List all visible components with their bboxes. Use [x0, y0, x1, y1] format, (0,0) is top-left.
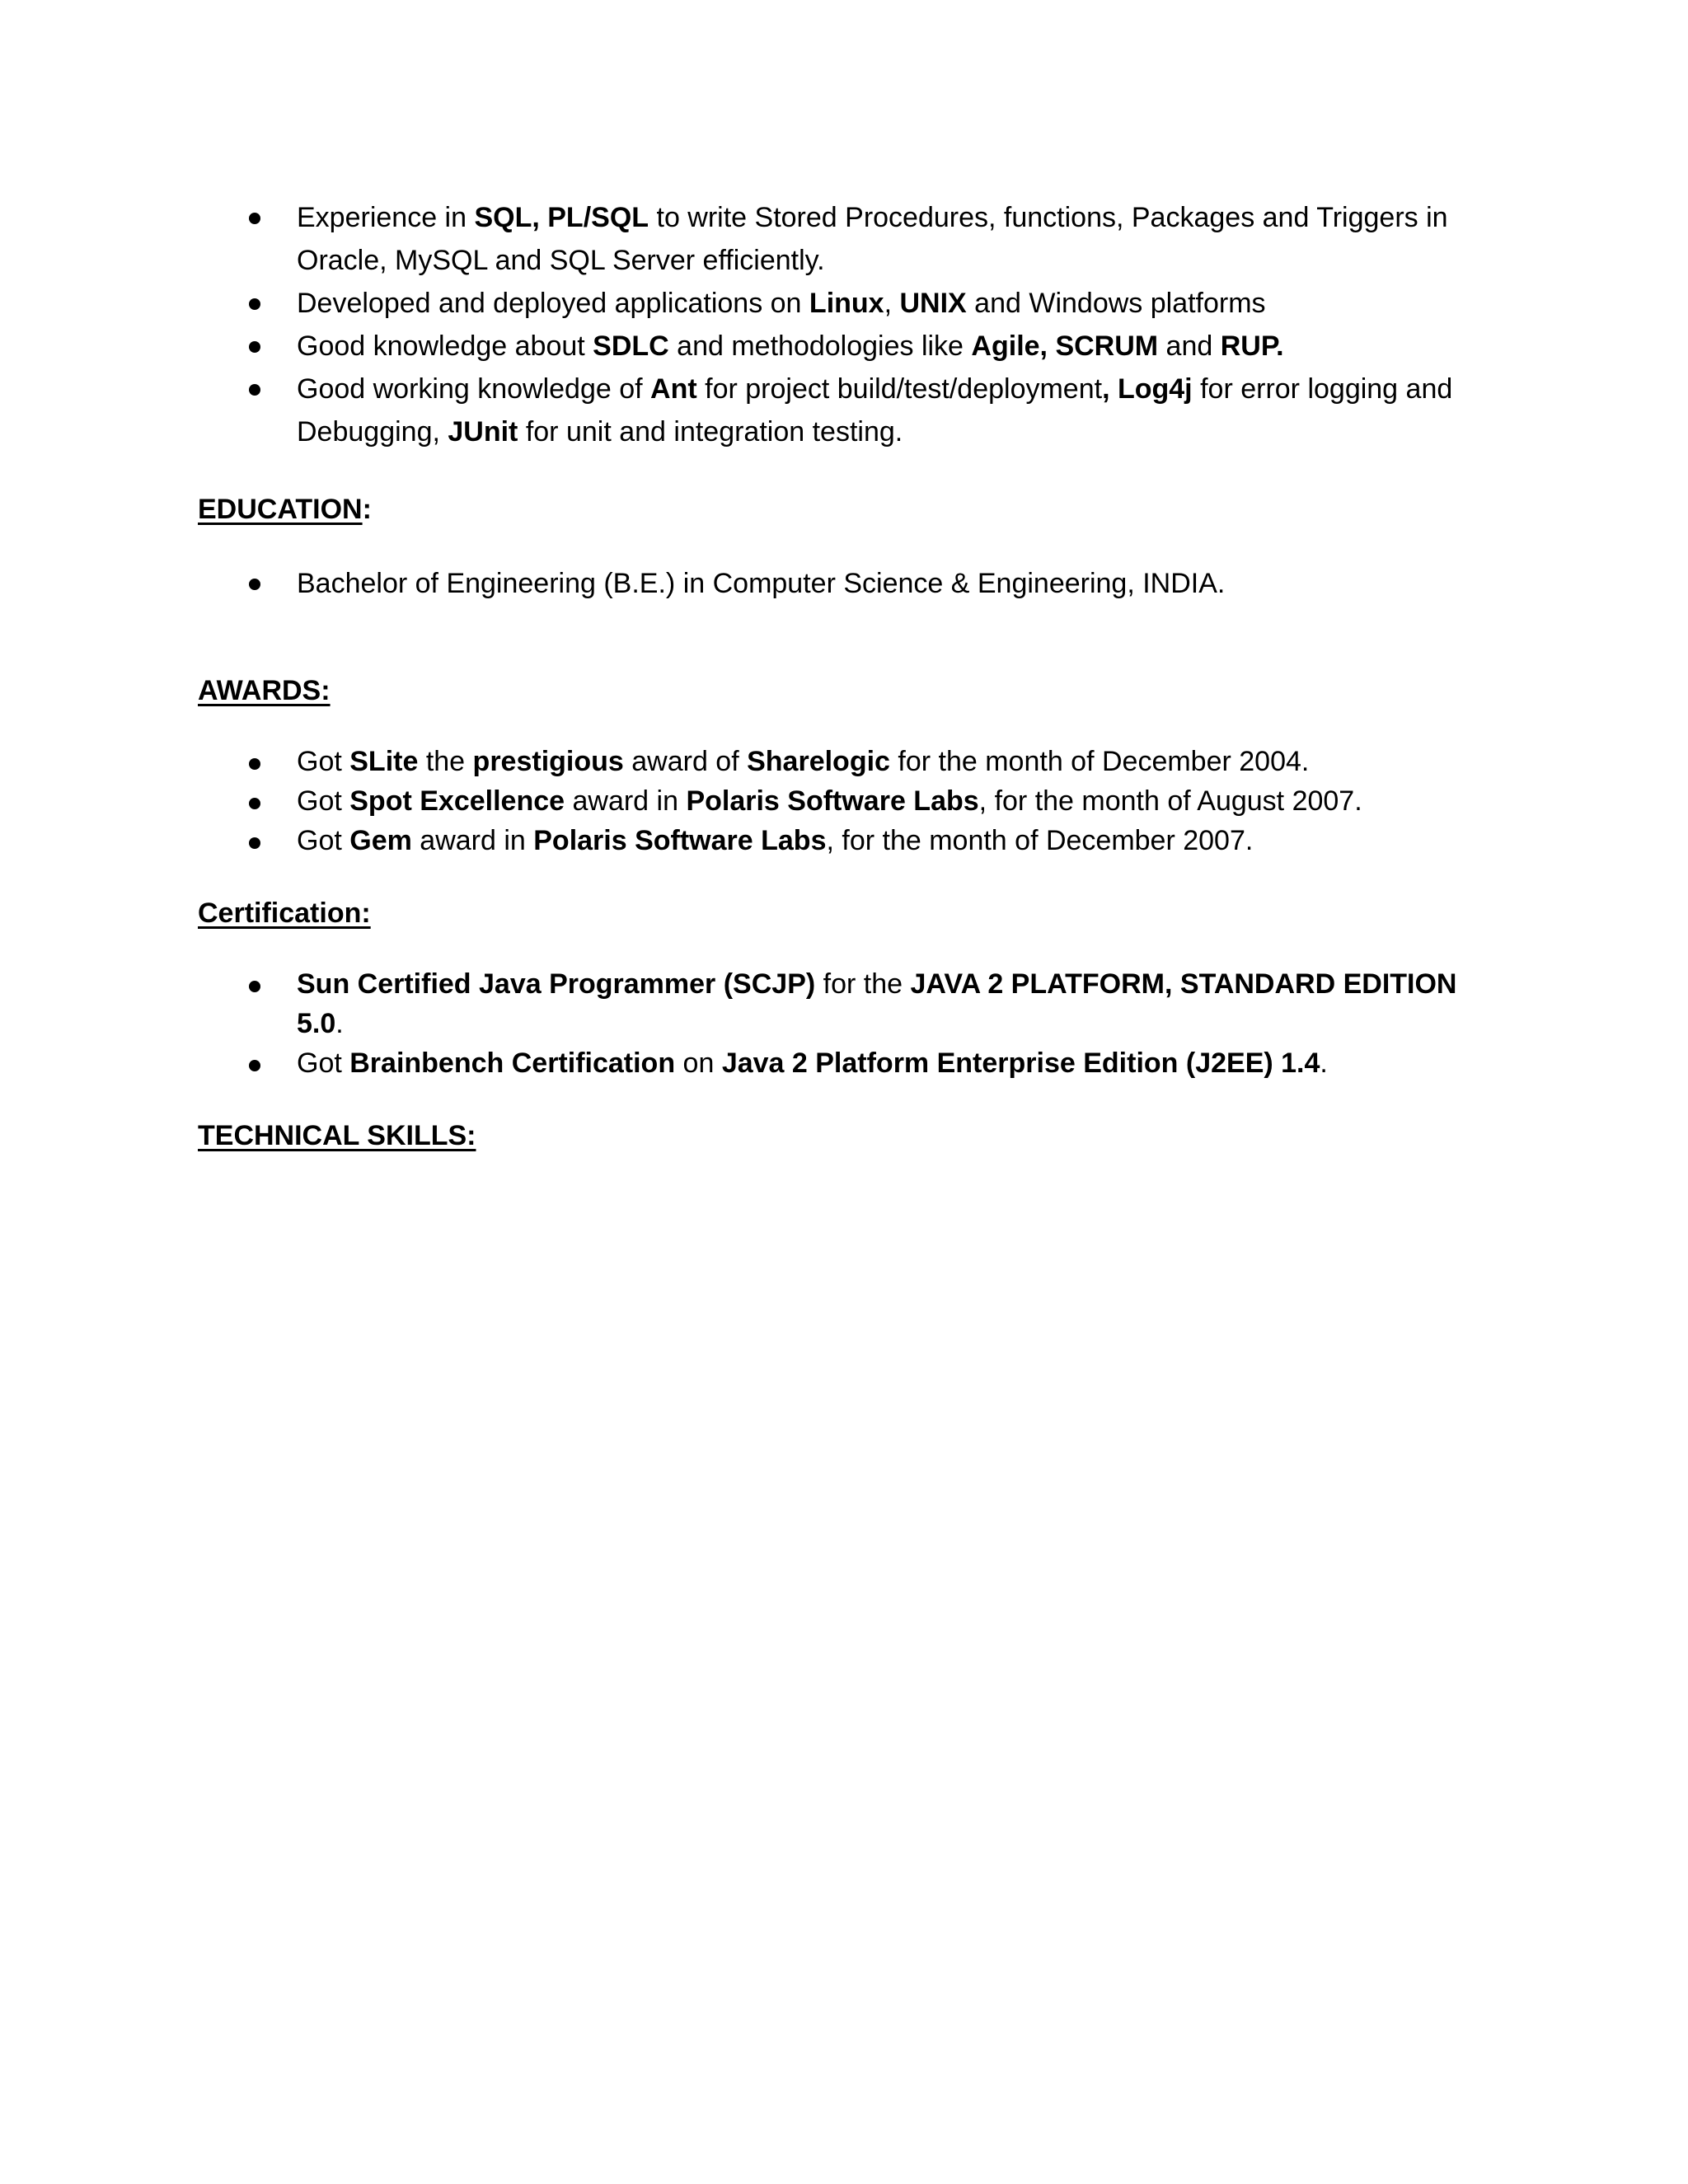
bold-text: Java 2 Platform Enterprise Edition (J2EE) 1.4 — [721, 1047, 1320, 1079]
bullet-icon — [249, 798, 260, 809]
text: . — [335, 1008, 344, 1039]
text: . — [1320, 1047, 1328, 1079]
skills-list — [198, 196, 1484, 453]
bold-text: Gem — [349, 825, 412, 856]
bold-text: SQL, PL/SQL — [474, 202, 649, 233]
bold-text: Sun Certified Java Programmer (SCJP) — [297, 968, 816, 1000]
technical-skills-heading — [198, 1116, 1484, 1155]
list-item — [198, 562, 1484, 605]
text: to write Stored Procedures, functions, Packages and Triggers in Oracle, MySQL and SQL Server efficiently. — [297, 202, 1448, 276]
technical-skills-heading-label: TECHNICAL SKILLS: — [198, 1120, 476, 1151]
list-item — [198, 964, 1484, 1043]
bold-text: Brainbench Certification — [349, 1047, 676, 1079]
text: , for the month of December 2007. — [826, 825, 1254, 856]
bold-text: UNIX — [899, 288, 967, 319]
text: for project build/test/deployment — [696, 373, 1103, 405]
education-list — [198, 562, 1484, 605]
document-content — [198, 196, 1484, 1155]
list-item — [198, 325, 1484, 368]
bold-text: SDLC — [593, 330, 669, 362]
bold-text: prestigious — [472, 746, 624, 777]
awards-list — [198, 742, 1484, 860]
bullet-icon — [249, 579, 260, 590]
bold-text: SLite — [349, 746, 419, 777]
text: Experience in — [297, 202, 475, 233]
bold-text: JUnit — [448, 416, 518, 448]
education-heading-colon: : — [362, 494, 372, 525]
text: Good knowledge about — [297, 330, 593, 362]
text: Got — [297, 1047, 350, 1079]
list-item — [198, 781, 1484, 821]
list-item — [198, 282, 1484, 325]
bullet-icon — [249, 384, 260, 396]
bold-text: JAVA 2 PLATFORM, STANDARD EDITION 5.0 — [297, 968, 1457, 1039]
text: , for the month of August 2007. — [978, 785, 1362, 817]
list-item — [198, 742, 1484, 781]
text: award in — [565, 785, 687, 817]
bullet-icon — [249, 341, 260, 353]
certification-heading — [198, 893, 1484, 933]
bold-text: , Log4j — [1102, 373, 1193, 405]
text: and methodologies like — [668, 330, 972, 362]
text: award of — [623, 746, 748, 777]
awards-heading-label: AWARDS: — [198, 675, 331, 706]
text: Developed and deployed applications on — [297, 288, 809, 319]
text: Good working knowledge of — [297, 373, 651, 405]
text: Bachelor of Engineering (B.E.) in Computer Science & Engineering, INDIA. — [297, 568, 1226, 599]
bold-text: Polaris Software Labs — [533, 825, 827, 856]
text: , — [884, 288, 900, 319]
certification-list — [198, 964, 1484, 1083]
education-heading-label: EDUCATION — [198, 494, 363, 525]
bold-text: Polaris Software Labs — [686, 785, 979, 817]
bullet-icon — [249, 298, 260, 310]
bullet-icon — [249, 981, 260, 992]
text: for the — [815, 968, 911, 1000]
text: Got — [297, 746, 350, 777]
bullet-icon — [249, 758, 260, 770]
bold-text: Ant — [650, 373, 697, 405]
list-item — [198, 196, 1484, 282]
text: Got — [297, 785, 350, 817]
list-item — [198, 1043, 1484, 1083]
text: and Windows platforms — [966, 288, 1266, 319]
bold-text: Linux — [809, 288, 884, 319]
text: for unit and integration testing. — [518, 416, 903, 448]
text: for the month of December 2004. — [889, 746, 1310, 777]
bold-text: Agile, SCRUM — [971, 330, 1159, 362]
education-heading — [198, 490, 1484, 529]
bold-text: Sharelogic — [747, 746, 890, 777]
bullet-icon — [249, 213, 260, 224]
bold-text: Spot Excellence — [349, 785, 565, 817]
text: award in — [411, 825, 534, 856]
text: and — [1158, 330, 1221, 362]
text: the — [418, 746, 473, 777]
text: for error logging and Debugging, — [297, 373, 1453, 448]
certification-heading-label: Certification: — [198, 898, 371, 929]
text: Got — [297, 825, 350, 856]
text: on — [675, 1047, 722, 1079]
awards-heading — [198, 671, 1484, 710]
bullet-icon — [249, 1060, 260, 1071]
bullet-icon — [249, 837, 260, 849]
list-item — [198, 368, 1484, 453]
list-item — [198, 821, 1484, 860]
bold-text: RUP. — [1220, 330, 1284, 362]
